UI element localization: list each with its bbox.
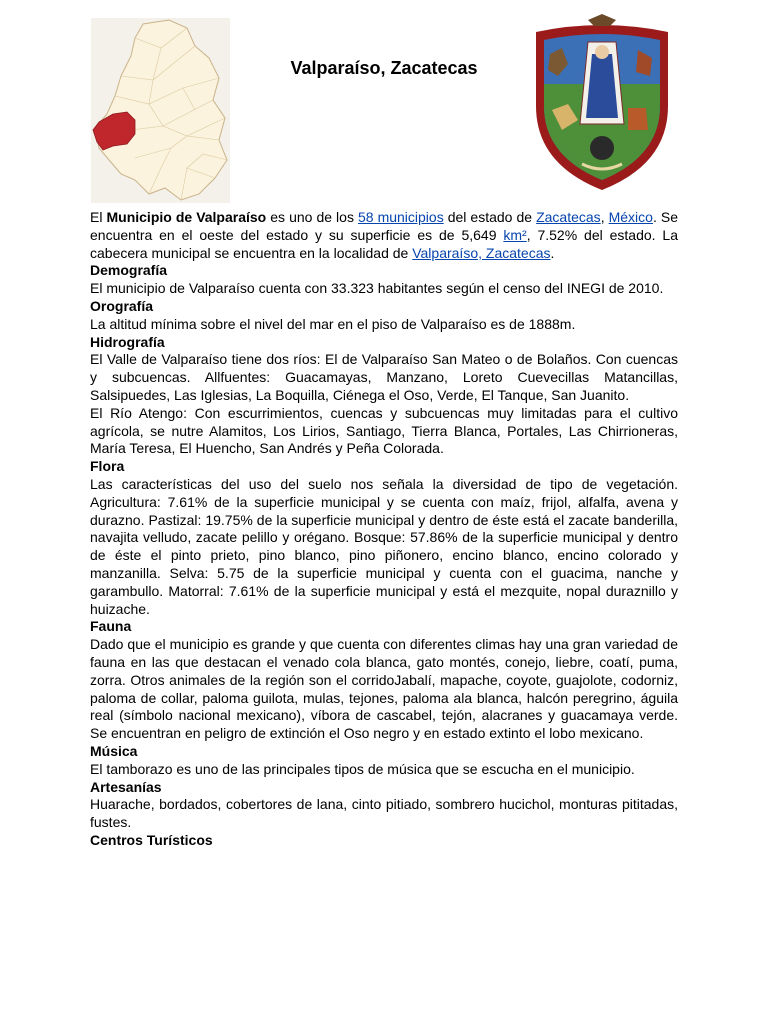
paragraph-demografia: El municipio de Valparaíso cuenta con 33.323 habitantes según el censo del INEGI de 2010. (90, 280, 664, 297)
paragraph-artesanias: Huarache, bordados, cobertores de lana, cinto pitiado, sombrero hucichol, monturas pititadas, fustes. (90, 796, 678, 831)
heading-artesanias: Artesanías (90, 778, 162, 795)
zacatecas-map-image (91, 18, 230, 203)
paragraph-hidrografia-1: El Valle de Valparaíso tiene dos ríos: El de Valparaíso San Mateo o de Bolaños. Con cuencas y subcuencas. Allfuentes: Guacamayas, Manzano, Loreto Cuevecillas Matancillas, Salsipuedes, Las Iglesias, La Boquilla, Ciénega el Oso, Verde, El Tanque, San Juanito. (90, 351, 678, 403)
link-km2[interactable]: km² (503, 226, 527, 243)
coat-of-arms-image (528, 14, 676, 194)
heading-fauna: Fauna (90, 618, 132, 635)
page-title: Valparaíso, Zacatecas (290, 58, 478, 78)
heading-orografia: Orografía (90, 297, 154, 314)
heading-hidrografia: Hidrografía (90, 333, 165, 350)
heading-musica: Música (90, 742, 138, 759)
heading-flora: Flora (90, 458, 125, 475)
link-valparaiso-zacatecas[interactable]: Valparaíso, Zacatecas (412, 244, 551, 261)
link-58-municipios[interactable]: 58 municipios (357, 209, 444, 225)
article-body (90, 209, 678, 850)
link-mexico[interactable]: México (608, 209, 653, 225)
heading-demografia: Demografía (90, 262, 168, 279)
link-zacatecas[interactable]: Zacatecas (536, 209, 601, 225)
paragraph-fauna: Dado que el municipio es grande y que cuenta con diferentes climas hay una gran variedad de fauna en las que destacan el venado cola blanca, gato montés, conejo, liebre, coatí, puma, zorra. Otros animales de la región son el corridoJabalí, mapache, coyote, guajolote, codorniz, paloma de collar, paloma guilota, mulas, tejones, paloma ala blanca, halcón peregrino, águila real (símbolo nacional mexicano), víbora de cascabel, tejón, alacranes y guacamaya verde. Se encuentran en peligro de extinción el Oso negro y en estado extinto el lobo mexicano. (90, 636, 678, 742)
intro-paragraph: El Municipio de Valparaíso es uno de los 58 municipios del estado de Zacatecas, México. Se encuentra en el oeste del estado y su superficie es de 5,649 km², 7.52% del estado. La cabecera municipal se encuentra en la localidad de Valparaíso, Zacatecas. (90, 209, 679, 261)
paragraph-musica: El tamborazo es uno de las principales tipos de música que se escucha en el municipio. (90, 760, 635, 777)
paragraph-flora: Las características del uso del suelo nos señala la diversidad de tipo de vegetación. Agricultura: 7.61% de la superficie municipal y se cuenta con maíz, frijol, alfalfa, avena y durazno. Pastizal: 19.75% de la superficie municipal y dentro de éste está el zacate banderilla, navajita velludo, zacate pelillo y orégano. Bosque: 57.86% de la superficie municipal y dentro de éste el pinto prieto, pino blanco, pino piñonero, encino blanco, encino colorado y manzanilla. Selva: 5.75 de la superficie municipal y cuenta con el guacima, nanche y garambullo. Matorral: 7.61% de la superficie municipal y está el mezquite, nopal duraznillo y huizache. (90, 475, 678, 617)
municipio-name: Municipio de Valparaíso (106, 209, 267, 225)
heading-centros-turisticos: Centros Turísticos (90, 831, 213, 848)
paragraph-orografia: La altitud mínima sobre el nivel del mar en el piso de Valparaíso es de 1888m. (90, 315, 576, 332)
paragraph-hidrografia-2: El Río Atengo: Con escurrimientos, cuencas y subcuencas muy limitadas para el cultivo agrícola, se nutre Alamitos, Los Lirios, Santiago, Tierra Blanca, Portales, Las Chirrioneras, María Teresa, El Huencho, San Andrés y Peña Colorada. (90, 404, 678, 457)
